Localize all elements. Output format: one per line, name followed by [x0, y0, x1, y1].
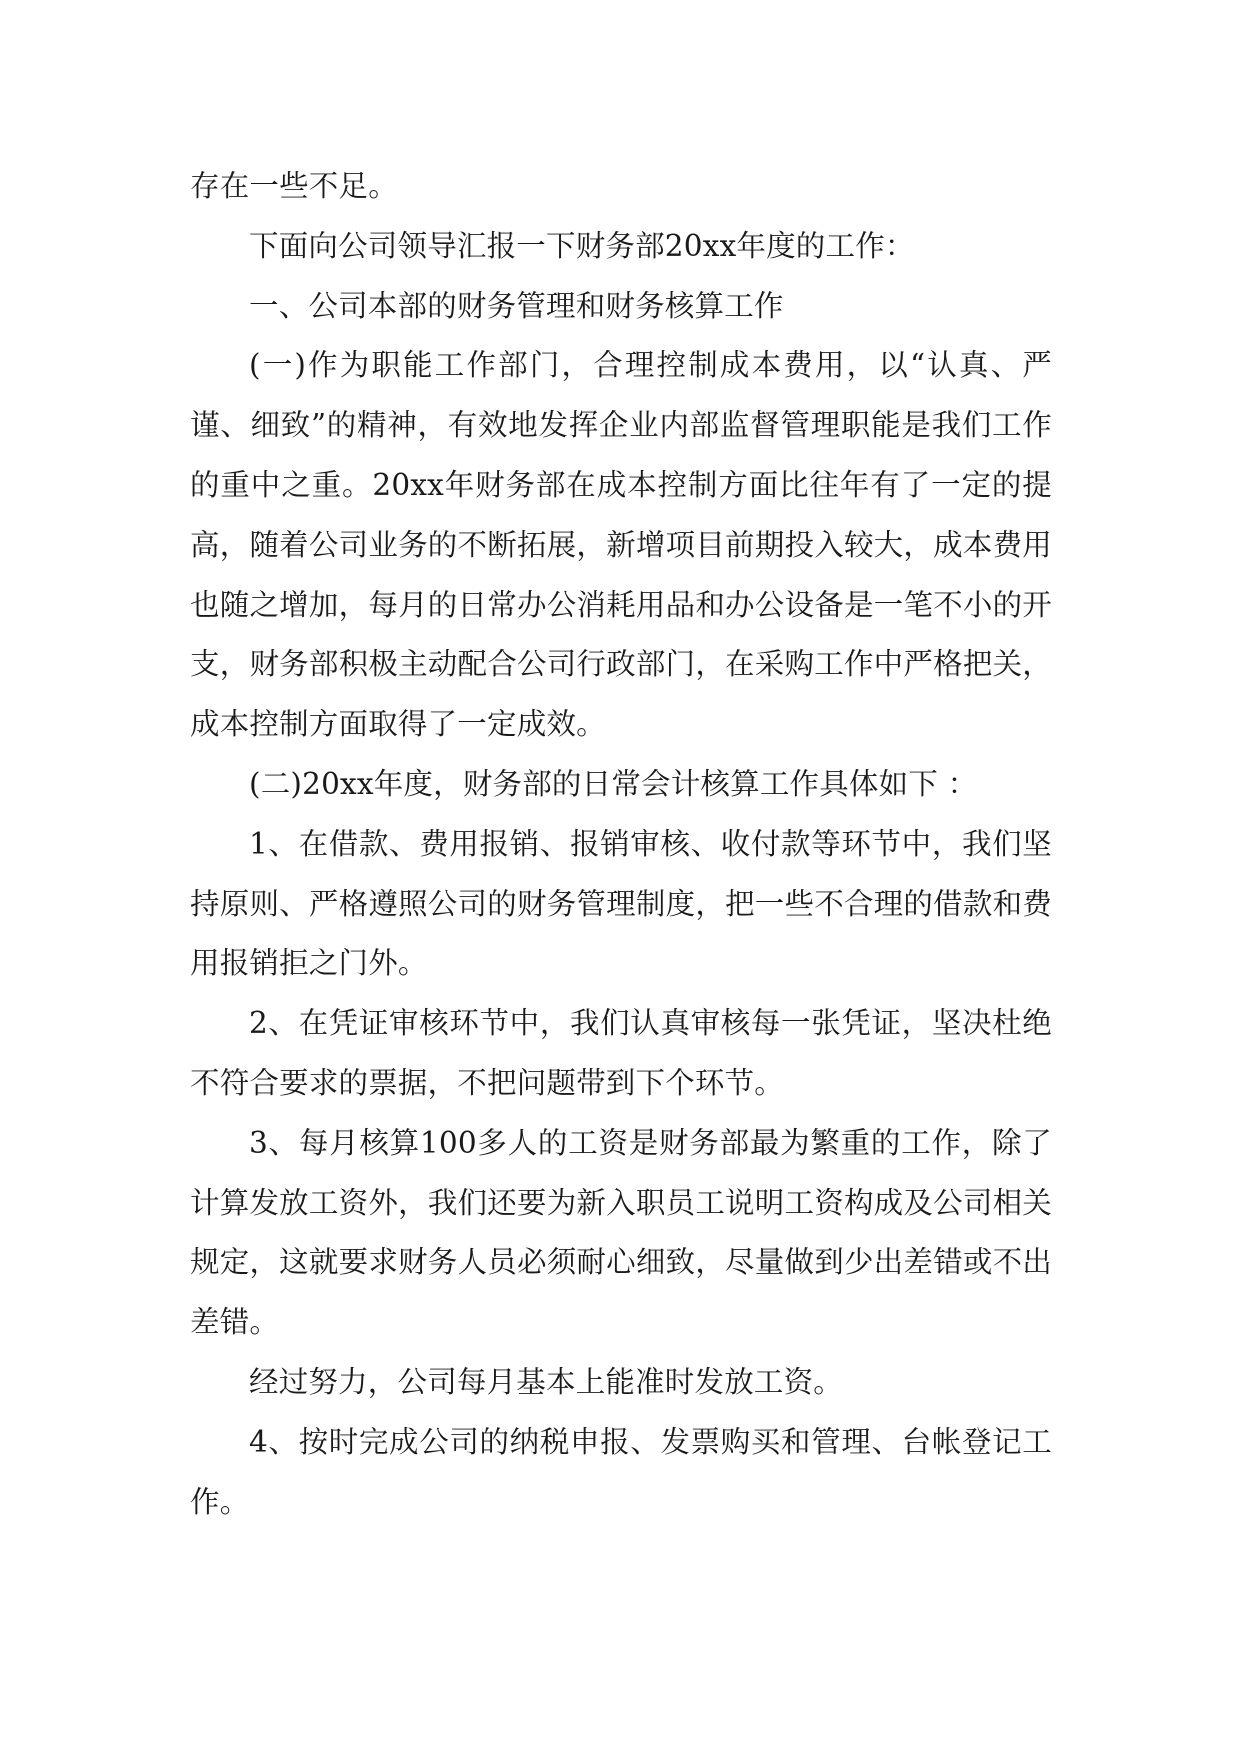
- paragraph-salary-result: 经过努力，公司每月基本上能准时发放工资。: [249, 1364, 844, 1399]
- list-item-4: 4、按时完成公司的纳税申报、发票购买和管理、台帐登记工作。: [190, 1424, 1052, 1519]
- section-heading: 一、公司本部的财务管理和财务核算工作: [249, 288, 784, 323]
- document-body: [190, 157, 1052, 1532]
- paragraph-accounting-heading: (二)20xx年度，财务部的日常会计核算工作具体如下 ：: [249, 766, 978, 801]
- list-item-2: 2、在凭证审核环节中，我们认真审核每一张凭证，坚决杜绝不符合要求的票据，不把问题带到下个环节。: [190, 1006, 1052, 1100]
- paragraph-continuation: 存在一些不足。: [190, 169, 398, 203]
- paragraph-cost-control: (一)作为职能工作部门，合理控制成本费用，以“认真、严谨、细致”的精神，有效地发挥企业内部监督管理职能是我们工作的重中之重。20xx年财务部在成本控制方面比往年有了一定的提高，随着公司业务的不断拓展，新增项目前期投入较大，成本费用也随之增加，每月的日常办公消耗用品和办公设备是一笔不小的开支，财务部积极主动配合公司行政部门，在采购工作中严格把关，成本控制方面取得了一定成效。: [190, 348, 1052, 742]
- list-item-3: 3、每月核算100多人的工资是财务部最为繁重的工作，除了计算发放工资外，我们还要为新入职员工说明工资构成及公司相关规定，这就要求财务人员必须耐心细致，尽量做到少出差错或不出差错。: [190, 1125, 1052, 1340]
- paragraph-intro: 下面向公司领导汇报一下财务部20xx年度的工作：: [249, 228, 915, 263]
- list-item-1: 1、在借款、费用报销、报销审核、收付款等环节中，我们坚持原则、严格遵照公司的财务管理制度，把一些不合理的借款和费用报销拒之门外。: [190, 826, 1052, 981]
